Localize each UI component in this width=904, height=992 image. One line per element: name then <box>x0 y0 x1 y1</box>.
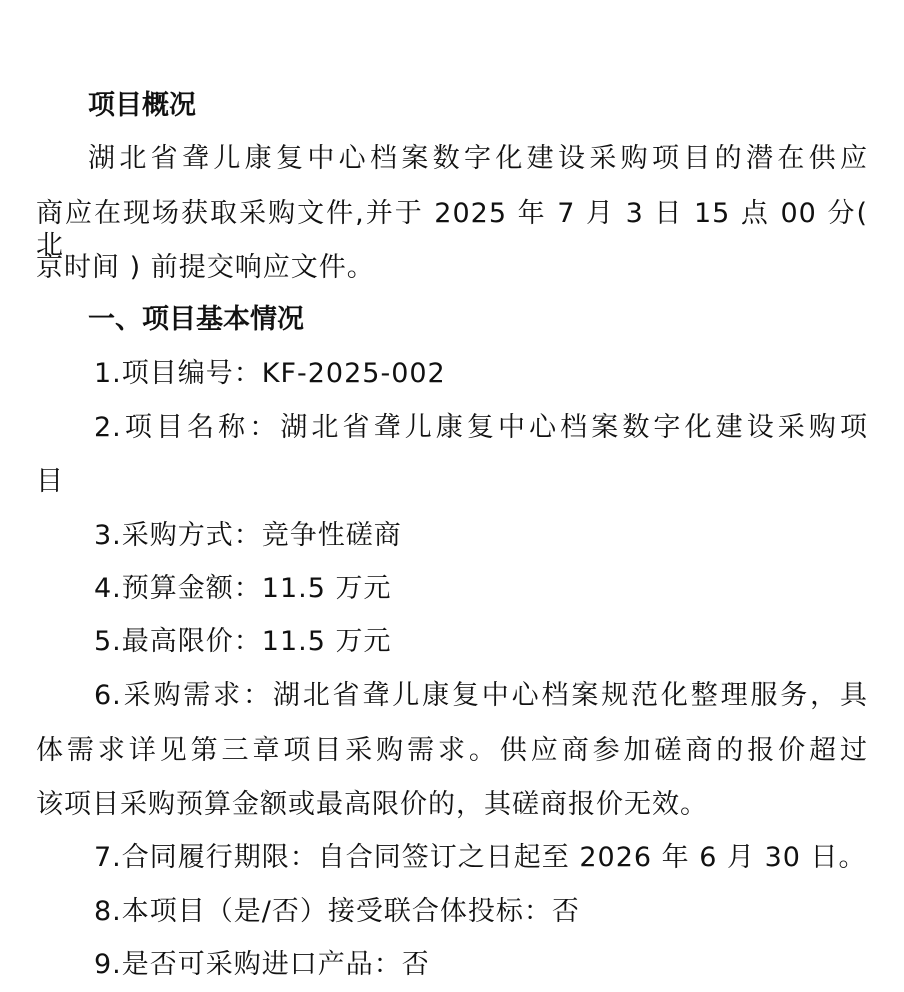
item-import-products: 9.是否可采购进口产品：否 <box>94 949 430 980</box>
heading-project-overview: 项目概况 <box>88 90 196 121</box>
item-project-name-line-2: 目 <box>36 466 64 497</box>
overview-line-1: 湖北省聋儿康复中心档案数字化建设采购项目的潜在供应 <box>88 143 868 174</box>
item-max-price: 5.最高限价：11.5 万元 <box>94 626 392 657</box>
overview-line-3: 京时间 ) 前提交响应文件。 <box>36 252 375 283</box>
item-requirements-line-1: 6.采购需求：湖北省聋儿康复中心档案规范化整理服务，具 <box>94 680 868 711</box>
item-requirements-line-2: 体需求详见第三章项目采购需求。供应商参加磋商的报价超过 <box>36 735 868 766</box>
overview-line-2: 商应在现场获取采购文件,并于 2025 年 7 月 3 日 15 点 00 分( 北 <box>36 198 868 261</box>
item-project-name-line-1: 2.项目名称：湖北省聋儿康复中心档案数字化建设采购项 <box>94 412 868 443</box>
item-budget-amount: 4.预算金额：11.5 万元 <box>94 573 392 604</box>
item-procurement-method: 3.采购方式：竞争性磋商 <box>94 520 402 551</box>
item-consortium-bidding: 8.本项目（是/否）接受联合体投标：否 <box>94 896 580 927</box>
item-requirements-line-3: 该项目采购预算金额或最高限价的，其磋商报价无效。 <box>36 789 708 820</box>
item-project-number: 1.项目编号：KF-2025-002 <box>94 358 446 389</box>
heading-basic-info: 一、项目基本情况 <box>88 304 304 335</box>
item-contract-period: 7.合同履行期限：自合同签订之日起至 2026 年 6 月 30 日。 <box>94 842 867 873</box>
